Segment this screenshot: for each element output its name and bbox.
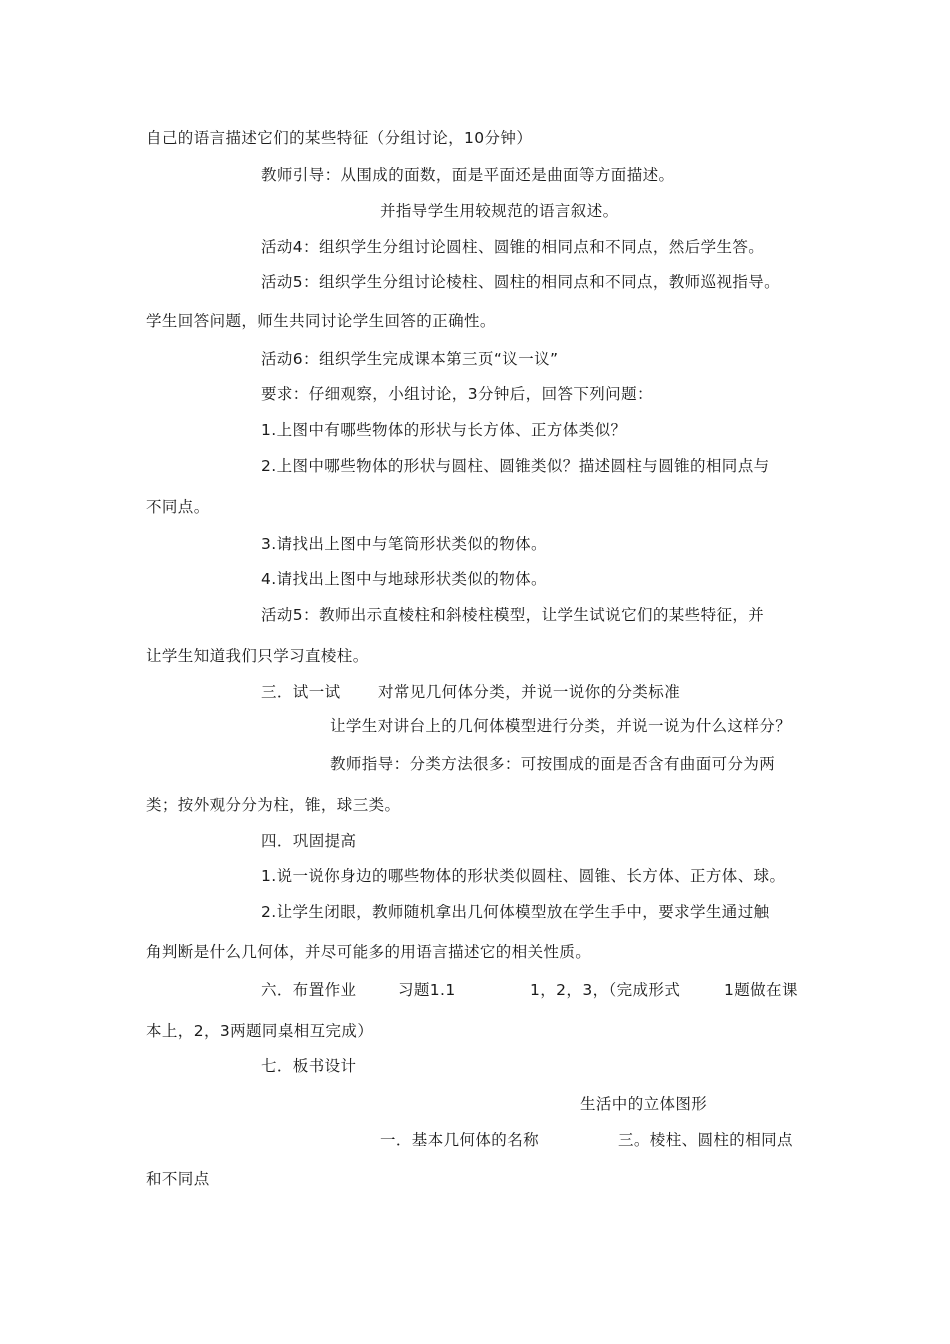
text-line: 1题做在课: [724, 981, 798, 999]
text-line: 3.请找出上图中与笔筒形状类似的物体。: [261, 535, 547, 553]
text-line: 让学生知道我们只学习直棱柱。: [146, 647, 369, 665]
text-line: 教师引导：从围成的面数，面是平面还是曲面等方面描述。: [261, 166, 675, 184]
text-line: 对常见几何体分类，并说一说你的分类标准: [378, 683, 681, 701]
text-line: 1，2，3，（完成形式: [530, 981, 681, 999]
text-line: 活动5：组织学生分组讨论棱柱、圆柱的相同点和不同点，教师巡视指导。: [261, 273, 781, 291]
text-line: 1.说一说你身边的哪些物体的形状类似圆柱、圆锥、长方体、正方体、球。: [261, 867, 786, 885]
text-line: 类；按外观分分为柱，锥，球三类。: [146, 796, 401, 814]
text-line: 不同点。: [146, 498, 210, 516]
section-heading: 三．试一试: [261, 683, 341, 701]
section-heading: 四．巩固提高: [261, 832, 357, 850]
text-line: 活动4：组织学生分组讨论圆柱、圆锥的相同点和不同点，然后学生答。: [261, 238, 765, 256]
text-line: 让学生对讲台上的几何体模型进行分类，并说一说为什么这样分？: [330, 717, 792, 735]
text-line: 2.上图中哪些物体的形状与圆柱、圆锥类似？描述圆柱与圆锥的相同点与: [261, 457, 770, 475]
text-line: 并指导学生用较规范的语言叙述。: [380, 202, 619, 220]
text-line: 2.让学生闭眼，教师随机拿出几何体模型放在学生手中，要求学生通过触: [261, 903, 770, 921]
text-line: 三。棱柱、圆柱的相同点: [618, 1131, 793, 1149]
text-line: 一．基本几何体的名称: [380, 1131, 540, 1149]
text-line: 教师指导：分类方法很多：可按围成的面是否含有曲面可分为两: [330, 755, 776, 773]
section-heading: 六．布置作业: [261, 981, 357, 999]
text-line: 角判断是什么几何体，并尽可能多的用语言描述它的相关性质。: [146, 943, 592, 961]
text-line: 本上，2，3两题同桌相互完成）: [146, 1022, 374, 1040]
text-line: 4.请找出上图中与地球形状类似的物体。: [261, 570, 547, 588]
text-line: 活动6：组织学生完成课本第三页“议一议”: [261, 350, 559, 368]
text-line: 自己的语言描述它们的某些特征（分组讨论，10分钟）: [146, 129, 533, 147]
text-line: 学生回答问题，师生共同讨论学生回答的正确性。: [146, 312, 496, 330]
section-heading: 七．板书设计: [261, 1057, 357, 1075]
text-line: 要求：仔细观察，小组讨论，3分钟后，回答下列问题：: [261, 385, 653, 403]
board-title: 生活中的立体图形: [580, 1095, 708, 1113]
text-line: 习题1.1: [398, 981, 456, 999]
text-line: 1.上图中有哪些物体的形状与长方体、正方体类似？: [261, 421, 627, 439]
text-line: 和不同点: [146, 1170, 210, 1188]
text-line: 活动5：教师出示直棱柱和斜棱柱模型，让学生试说它们的某些特征，并: [261, 606, 765, 624]
